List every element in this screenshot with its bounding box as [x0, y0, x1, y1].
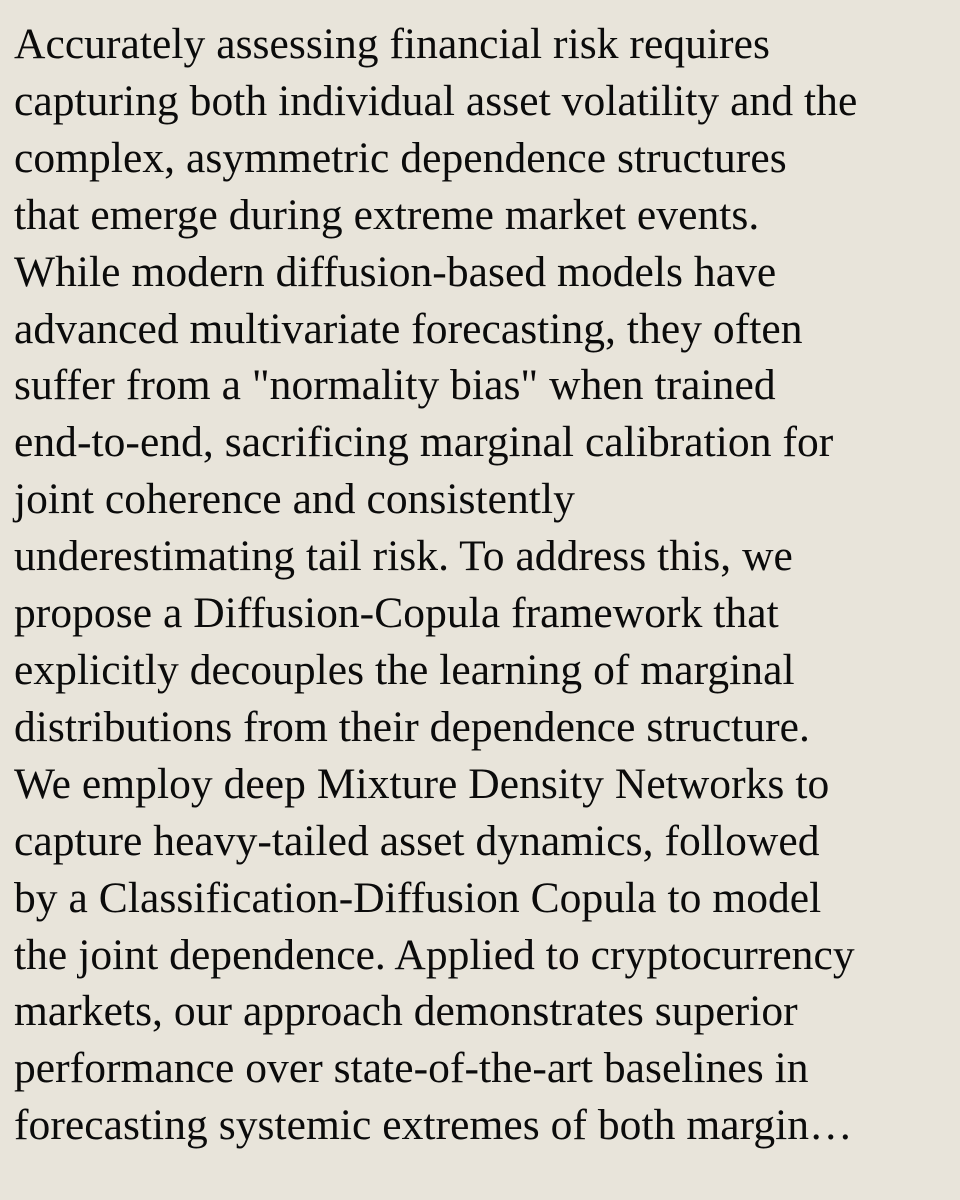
text-line: explicitly decouples the learning of marginal	[14, 645, 795, 694]
text-line: forecasting systemic extremes of both margin…	[14, 1101, 853, 1150]
text-line: distributions from their dependence structure.	[14, 702, 810, 751]
text-line: capture heavy-tailed asset dynamics, followed	[14, 816, 820, 865]
text-line: that emerge during extreme market events.	[14, 190, 760, 239]
text-line: While modern diffusion-based models have	[14, 247, 777, 296]
text-line: end-to-end, sacrificing marginal calibration for	[14, 418, 834, 467]
text-line: capturing both individual asset volatility and the	[14, 76, 858, 125]
text-line: propose a Diffusion-Copula framework that	[14, 589, 779, 638]
abstract-text	[14, 16, 946, 1154]
text-line: performance over state-of-the-art baselines in	[14, 1044, 809, 1093]
text-line: Accurately assessing financial risk requires	[14, 20, 770, 68]
text-line: the joint dependence. Applied to cryptocurrency	[14, 930, 855, 979]
text-line: joint coherence and consistently	[14, 475, 575, 524]
text-line: by a Classification-Diffusion Copula to model	[14, 873, 822, 922]
text-line: underestimating tail risk. To address this, we	[14, 532, 793, 581]
text-line: complex, asymmetric dependence structures	[14, 133, 787, 182]
text-line: advanced multivariate forecasting, they often	[14, 304, 803, 353]
text-line: suffer from a "normality bias" when trained	[14, 361, 776, 410]
text-line: markets, our approach demonstrates superior	[14, 987, 798, 1036]
text-line: We employ deep Mixture Density Networks to	[14, 759, 830, 808]
